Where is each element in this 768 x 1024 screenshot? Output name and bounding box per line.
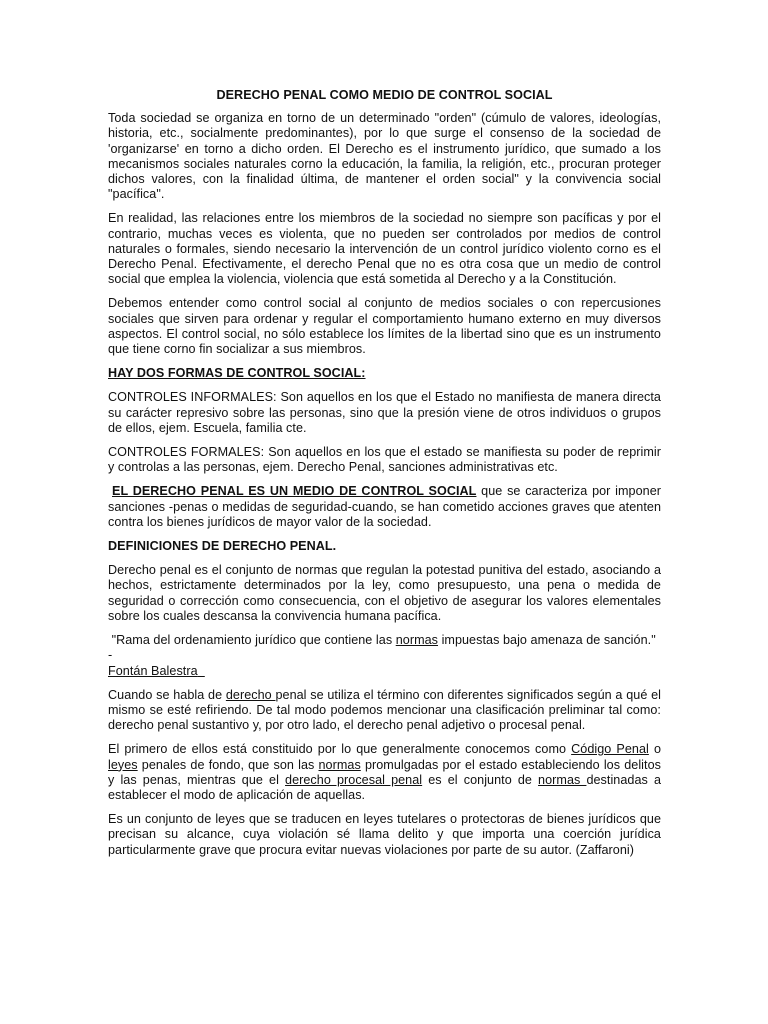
document-title: DERECHO PENAL COMO MEDIO DE CONTROL SOCIAL bbox=[216, 88, 553, 102]
p9-text-a: El primero de ellos está constituido por lo que generalmente conocemos como bbox=[108, 742, 572, 757]
heading-formas-control-social: HAY DOS FORMAS DE CONTROL SOCIAL: bbox=[108, 366, 366, 381]
p9-text-d: promulgadas por el estado estableciendo los delitos y las penas, mientras que el bbox=[108, 757, 661, 787]
quote-text-end: impuestas bajo amenaza de sanción." - bbox=[108, 633, 656, 663]
p9-text-f: destinadas a establecer el modo de aplicación de aquellas. bbox=[108, 772, 661, 802]
link-codigo-penal[interactable]: Código Penal bbox=[571, 742, 649, 757]
link-normas-quote[interactable]: normas bbox=[395, 633, 439, 648]
p9-text-b: o bbox=[648, 742, 662, 757]
paragraph-conjunto-normas: Derecho penal es el conjunto de normas que regulan la potestad punitiva del estado, asociando a hechos, estrictamente determinados por la ley, como presupuesto, una pena o medida de seguridad o corrección como consecuencia, con el objetivo de asegurar los valores elementales sobre los cuales descansa la convivencia humana pacífica. bbox=[108, 563, 661, 623]
p9-text-c: penales de fondo, que son las bbox=[137, 757, 319, 772]
link-normas-2[interactable]: normas bbox=[538, 772, 587, 787]
heading-definiciones-derecho-penal: DEFINICIONES DE DERECHO PENAL. bbox=[108, 539, 337, 554]
derecho-penal-medio-control-text: que se caracteriza por imponer sanciones -penas o medidas de seguridad-cuando, se han cometido acciones graves que atenten contra los bienes jurídicos de mayor valor de la sociedad. bbox=[108, 484, 662, 529]
paragraph-zaffaroni: Es un conjunto de leyes que se traducen en leyes tutelares o protectoras de bienes jurídicos que precisan su alcance, cuya violación sé llama delito y que importa una coerción jurídica particularmente grave que procura evitar nuevas violaciones por parte de su autor. (Zaffaroni) bbox=[108, 812, 661, 857]
paragraph-derecho-penal-medio-control bbox=[108, 484, 661, 530]
paragraph-codigo-penal bbox=[108, 742, 661, 803]
paragraph-significados-derecho-penal bbox=[108, 688, 661, 734]
paragraph-control-social-definicion: Debemos entender como control social al conjunto de medios sociales o con repercusiones sociales que sirven para ordenar y regular el comportamiento humano externo en muy diversos aspectos. El control social, no sólo establece los límites de la libertad sino que es un instrumento que tiene corno fin socializar a sus miembros. bbox=[108, 296, 661, 357]
link-normas[interactable]: normas bbox=[318, 757, 361, 772]
link-derecho-procesal-penal[interactable]: derecho procesal penal bbox=[285, 772, 423, 787]
p8-text-end: penal se utiliza el término con diferentes significados según a qué el mismo se esté refiriendo. De tal modo podemos mencionar una clasificación preliminar tal como: derecho penal sustantivo y, por otro lado, el derecho penal adjetivo o procesal penal. bbox=[108, 687, 661, 733]
paragraph-orden-social: Toda sociedad se organiza en torno de un determinado "orden" (cúmulo de valores, ideologías, historia, etc., socialmente predominantes), por lo que surge el consenso de la sociedad de 'organizarse' en torno a dicho orden. El Derecho es el instrumento jurídico, que sumado a los mecanismos sociales naturales corno la educación, la familia, la religión, etc., procuran proteger dichos valores, con la finalidad última, de mantener el orden social" y la convivencia social "pacífica". bbox=[108, 111, 661, 202]
paragraph-controles-informales: CONTROLES INFORMALES: Son aquellos en los que el Estado no manifiesta de manera directa su carácter represivo sobre las personas, sino que la presión viene de otros individuos o grupos de ellos, ejem. Escuela, familia cte. bbox=[108, 390, 661, 435]
p8-text-start: Cuando se habla de bbox=[108, 687, 226, 702]
link-derecho[interactable]: derecho bbox=[225, 687, 276, 702]
p9-text-e: es el conjunto de bbox=[422, 772, 539, 787]
quote-author: Fontán Balestra bbox=[108, 663, 198, 678]
quote-fontan-balestra bbox=[108, 633, 661, 679]
derecho-penal-medio-control-heading: EL DERECHO PENAL ES UN MEDIO DE CONTROL SOCIAL bbox=[112, 484, 477, 499]
paragraph-relaciones-sociedad: En realidad, las relaciones entre los miembros de la sociedad no siempre son pacíficas y por el contrario, muchas veces es violenta, que no pueden ser controlados por medios de control naturales o formales, siendo necesario la intervención de un control jurídico violento corno es el Derecho Penal. Efectivamente, el derecho Penal que no es otra cosa que un medio de control social que emplea la violencia, violencia que está sometida al Derecho y a la Constitución. bbox=[108, 211, 661, 287]
quote-text-start: "Rama del ordenamiento jurídico que contiene las bbox=[111, 633, 396, 648]
paragraph-controles-formales: CONTROLES FORMALES: Son aquellos en los que el estado se manifiesta su poder de reprimir y controlas a las personas, ejem. Derecho Penal, sanciones administrativas etc. bbox=[108, 445, 661, 475]
document-page bbox=[108, 88, 661, 867]
link-leyes[interactable]: leyes bbox=[108, 757, 138, 772]
